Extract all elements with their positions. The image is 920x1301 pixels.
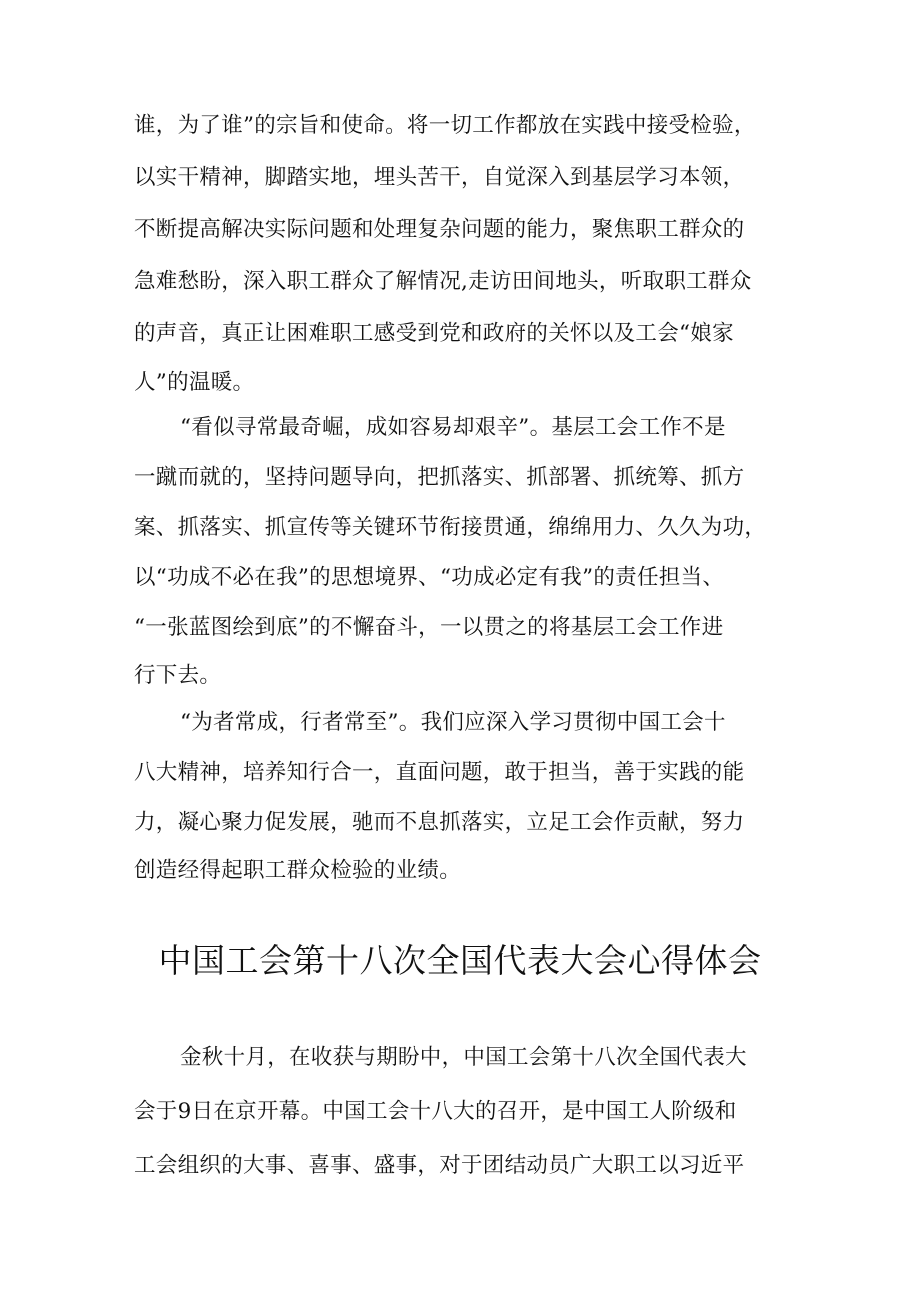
paragraph-2-line-5: “一张蓝图绘到底”的不懈奋斗，一以贯之的将基层工会工作进 <box>134 615 724 640</box>
paragraph-3-line-3: 力，凝心聚力促发展，驰而不息抓落实，立足工会作贡献，努力 <box>134 810 745 835</box>
paragraph-2-line-1: “看似寻常最奇崛，成如容易却艰辛”。基层工会工作不是 <box>180 415 726 440</box>
paragraph-1-line-2: 以实干精神，脚踏实地，埋头苦干，自觉深入到基层学习本领， <box>134 165 745 190</box>
paragraph-1-line-6: 人”的温暖。 <box>134 370 255 395</box>
paragraph-4-line-3: 工会组织的大事、喜事、盛事，对于团结动员广大职工以习近平 <box>134 1153 745 1178</box>
paragraph-1-line-5: 的声音，真正让困难职工感受到党和政府的关怀以及工会“娘家 <box>134 321 734 346</box>
paragraph-3-line-2: 八大精神，培养知行合一，直面问题，敢于担当，善于实践的能 <box>134 760 745 785</box>
paragraph-3-line-4: 创造经得起职工群众检验的业绩。 <box>134 858 462 883</box>
paragraph-1-line-3: 不断提高解决实际问题和处理复杂问题的能力，聚焦职工群众的 <box>134 217 745 242</box>
paragraph-2-line-3: 案、抓落实、抓宣传等关键环节衔接贯通，绵绵用力、久久为功， <box>134 515 767 540</box>
paragraph-1-line-1: 谁，为了谁”的宗旨和使命。将一切工作都放在实践中接受检验， <box>134 113 756 138</box>
paragraph-3-line-1: “为者常成，行者常至”。我们应深入学习贯彻中国工会十 <box>180 710 726 735</box>
paragraph-1-line-4: 急难愁盼，深入职工群众了解情况,走访田间地头，听取职工群众 <box>134 269 752 294</box>
paragraph-4-line-1: 金秋十月，在收获与期盼中，中国工会第十八次全国代表大 <box>180 1045 747 1070</box>
paragraph-4-line-2: 会于9日在京开幕。中国工会十八大的召开，是中国工人阶级和 <box>134 1099 737 1124</box>
paragraph-2-line-6: 行下去。 <box>134 663 222 688</box>
section-title: 中国工会第十八次全国代表大会心得体会 <box>158 941 762 980</box>
paragraph-2-line-2: 一蹴而就的，坚持问题导向，把抓落实、抓部署、抓统筹、抓方 <box>134 465 745 490</box>
paragraph-2-line-4: 以“功成不必在我”的思想境界、“功成必定有我”的责任担当、 <box>134 565 725 590</box>
